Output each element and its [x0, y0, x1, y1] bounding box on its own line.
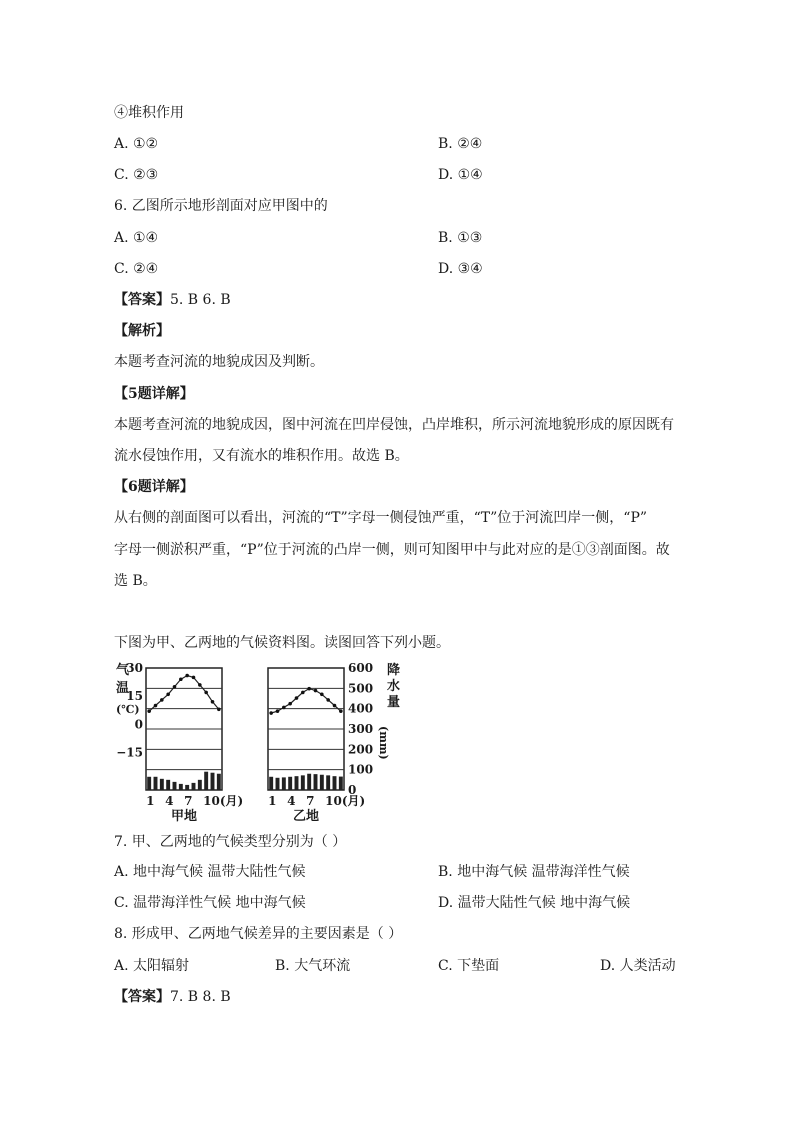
chart-yi-temp-point [339, 709, 343, 713]
chart-yi-temp-point [326, 698, 330, 702]
q5-option-c: C. ②③ [114, 167, 159, 183]
chart-yi-temp-point [295, 696, 299, 700]
answer-label: 【答案】 [114, 989, 170, 1005]
chart-jia-precip-bar [192, 783, 196, 790]
chart-yi-precip-tick: 200 [348, 742, 374, 757]
q6-option-a: A. ①④ [114, 230, 159, 246]
chart-yi-precip-tick: 400 [348, 701, 374, 716]
chart-yi-temp-point [276, 709, 280, 713]
chart-jia-precip-bar [179, 784, 183, 790]
chart-yi-precip-bar [276, 778, 280, 790]
chart-yi-ylabel-1: 降 [387, 663, 401, 678]
q6-stem: 6. 乙图所示地形剖面对应甲图中的 [114, 198, 328, 214]
chart-yi-ylabel-3: 量 [387, 695, 401, 710]
chart-jia-temp-point [179, 677, 183, 681]
chart-jia-precip-bar [160, 779, 164, 790]
q5-detail-line-1: 本题考查河流的地貌成因，图中河流在凹岸侵蚀，凸岸堆积，所示河流地貌形成的原因既有 [114, 417, 674, 433]
q5-option-a: A. ①② [114, 136, 159, 152]
chart-yi-precip-bar [282, 777, 286, 790]
climate-chart-figure [108, 658, 408, 824]
chart-yi-precip-tick: 600 [348, 661, 374, 675]
q7-option-b: B. 地中海气候 温带海洋性气候 [438, 864, 630, 880]
chart-yi-ylabel-unit: (mm) [377, 726, 390, 760]
chart-yi-precip-bar [295, 776, 299, 790]
q8-stem: 8. 形成甲、乙两地气候差异的主要因素是（ ） [114, 926, 403, 942]
answer-label: 【答案】 [114, 292, 170, 308]
chart-jia-temp-tick: 0 [134, 717, 143, 732]
chart-yi-temp-point [269, 711, 273, 715]
chart-jia-ylabel-1: 气 [116, 663, 130, 678]
chart-yi-temp-point [314, 689, 318, 693]
chart-yi-precip-bar [269, 777, 273, 790]
climate-intro: 下图为甲、乙两地的气候资料图。读图回答下列小题。 [114, 635, 450, 651]
chart-jia-precip-bar [204, 772, 208, 790]
chart-jia-temp-tick: 15 [126, 689, 143, 704]
chart-jia-temp-point [147, 709, 151, 713]
chart-yi-precip-bar [320, 775, 324, 790]
chart-jia-temp-point [198, 683, 202, 687]
q5-option-b: B. ②④ [438, 136, 483, 152]
chart-yi-temp-point [282, 706, 286, 710]
chart-jia-month-label: 10(月) [203, 794, 244, 808]
chart-yi-precip-bar [333, 776, 337, 790]
chart-yi-precip-bar [288, 777, 292, 790]
chart-jia-precip-bar [217, 774, 221, 790]
chart-jia-precip-bar [147, 777, 151, 790]
chart-yi-precip-tick: 300 [348, 722, 374, 736]
q7-option-d: D. 温带大陆性气候 地中海气候 [438, 895, 631, 911]
chart-jia [116, 661, 243, 824]
chart-jia-temp-point [173, 685, 177, 689]
q8-option-c: C. 下垫面 [438, 958, 500, 974]
chart-yi-month-label: 4 [287, 794, 296, 808]
q7-stem: 7. 甲、乙两地的气候类型分别为（ ） [114, 834, 347, 850]
chart-jia-precip-bar [198, 780, 202, 790]
chart-yi-precip-tick: 500 [348, 681, 374, 696]
q8-option-d: D. 人类活动 [600, 958, 676, 974]
chart-jia-month-label: 4 [165, 794, 174, 808]
chart-yi-precip-bar [301, 775, 305, 790]
chart-jia-month-label: 1 [146, 794, 155, 808]
q7-option-c: C. 温带海洋性气候 地中海气候 [114, 895, 306, 911]
chart-yi-month-label: 1 [268, 794, 277, 808]
q6-detail-line-2: 字母一侧淤积严重，“P”位于河流的凸岸一侧，则可知图甲中与此对应的是①③剖面图。故 [114, 542, 670, 558]
chart-yi-precip-bar [307, 774, 311, 790]
answer-line-1 [114, 290, 231, 310]
q8-option-a: A. 太阳辐射 [114, 958, 190, 974]
answer-text: 7. B 8. B [170, 989, 231, 1005]
chart-jia-temp-point [192, 676, 196, 680]
chart-jia-temp-point [185, 674, 189, 678]
chart-yi-temp-point [307, 687, 311, 691]
analysis-label: 【解析】 [114, 323, 170, 339]
chart-jia-temp-point [217, 707, 221, 711]
chart-yi-temp-point [288, 702, 292, 706]
chart-jia-precip-bar [173, 782, 177, 790]
chart-yi-precip-bar [326, 775, 330, 790]
q6-detail-line-1: 从右侧的剖面图可以看出，河流的“T”字母一侧侵蚀严重，“T”位于河流凹岸一侧，“P” [114, 510, 648, 526]
q5-detail-line-2: 流水侵蚀作用，又有流水的堆积作用。故选 B。 [114, 448, 409, 464]
q5-detail-label: 【5题详解】 [114, 386, 194, 402]
q6-option-c: C. ②④ [114, 261, 159, 277]
chart-jia-ylabel-unit: (℃) [116, 703, 140, 716]
chart-yi-temp-line [271, 689, 341, 713]
q7-option-a: A. 地中海气候 温带大陆性气候 [114, 864, 306, 880]
chart-yi-month-label: 10(月) [325, 794, 366, 808]
q8-option-b: B. 大气环流 [275, 958, 351, 974]
chart-jia-temp-tick: 30 [126, 661, 143, 675]
chart-jia-ylabel-2: 温 [116, 681, 130, 696]
q6-detail-line-3: 选 B。 [114, 573, 157, 589]
chart-jia-temp-point [166, 692, 170, 696]
chart-yi-temp-point [333, 704, 337, 708]
chart-jia-temp-point [211, 700, 215, 704]
chart-jia-temp-line [149, 676, 219, 712]
chart-jia-temp-tick: −15 [116, 745, 143, 760]
chart-yi-temp-point [320, 692, 324, 696]
chart-jia-precip-bar [185, 785, 189, 790]
chart-yi-precip-bar [314, 774, 318, 790]
chart-jia-temp-point [204, 691, 208, 695]
q6-option-d: D. ③④ [438, 261, 483, 277]
chart-jia-month-label: 7 [184, 794, 193, 808]
chart-jia-precip-bar [166, 780, 170, 790]
chart-yi-month-label: 7 [306, 794, 315, 808]
answer-line-2 [114, 987, 231, 1007]
chart-yi-precip-bar [339, 777, 343, 790]
chart-jia-temp-point [154, 704, 158, 708]
answer-text: 5. B 6. B [170, 292, 231, 308]
chart-yi [268, 661, 400, 824]
analysis-intro: 本题考查河流的地貌成因及判断。 [114, 354, 324, 370]
chart-yi-name: 乙地 [292, 809, 320, 824]
q6-option-b: B. ①③ [438, 230, 483, 246]
chart-jia-name: 甲地 [170, 809, 198, 824]
chart-yi-precip-tick: 100 [348, 762, 374, 777]
q6-detail-label: 【6题详解】 [114, 479, 194, 495]
chart-yi-ylabel-2: 水 [387, 679, 401, 694]
chart-jia-temp-point [160, 698, 164, 702]
chart-yi-precip-tick: 0 [348, 783, 357, 797]
chart-yi-temp-point [301, 691, 305, 695]
q5-option-d: D. ①④ [438, 167, 483, 183]
chart-jia-precip-bar [154, 777, 158, 790]
chart-jia-precip-bar [211, 773, 215, 790]
q5-option-4-tail: ④堆积作用 [114, 105, 184, 121]
